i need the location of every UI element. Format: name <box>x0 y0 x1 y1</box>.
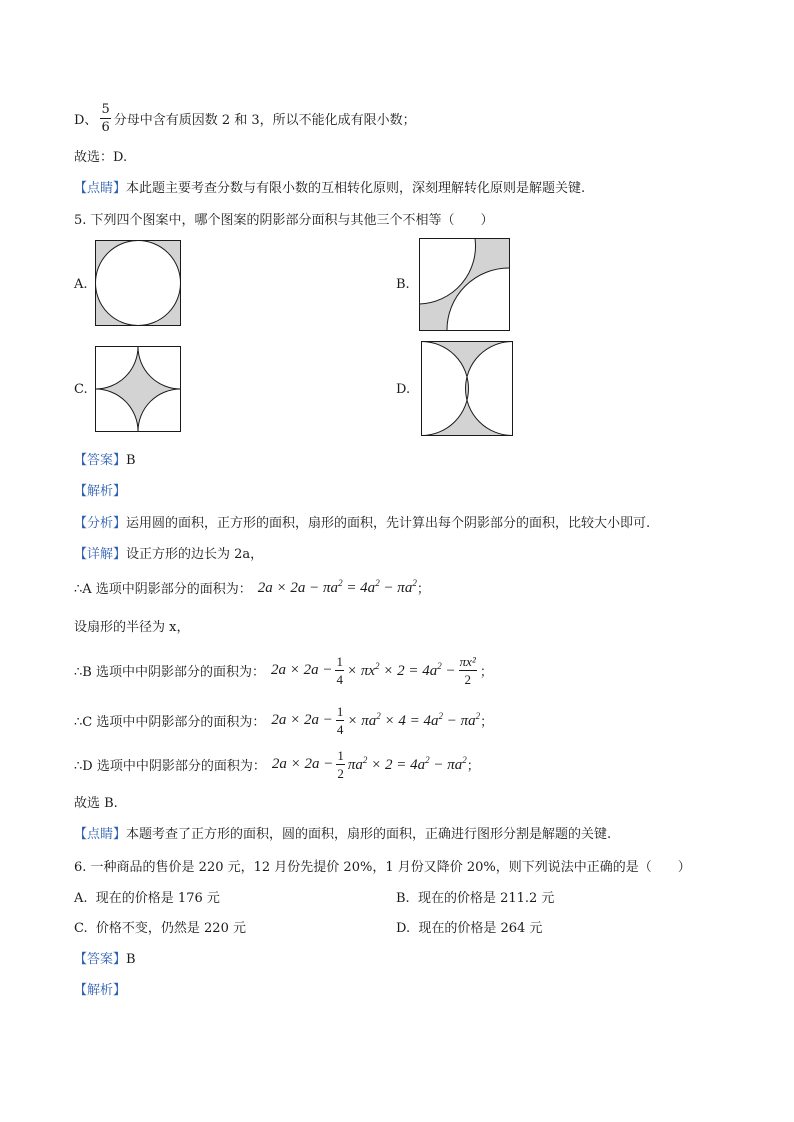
q5-formula-d-frac: $\frac{1}{2}$ <box>337 747 344 781</box>
q5-option-d-label: D. <box>396 382 411 397</box>
q6-answer-value: B <box>126 952 136 967</box>
q5-formula-c-part2: × $\pi a^2 \times 4 = 4a^2 - \pi a^2$ <box>347 710 481 729</box>
q4-fraction-numerator: 5 <box>101 101 110 117</box>
q5-figure-c <box>95 346 181 432</box>
q5-fenxi-tag: 【分析】 <box>74 516 127 531</box>
q6-option-c <box>74 917 246 936</box>
fig-a-circle <box>96 241 181 326</box>
q4-option-d-text: 分母中含有质因数 2 和 3，所以不能化成有限小数； <box>113 112 416 128</box>
q5-formula-d-part1: 2a × 2a − <box>271 755 334 772</box>
q5-detail-text: 设正方形的边长为 2a， <box>126 547 264 562</box>
q6-option-b <box>396 887 554 906</box>
q5-figure-d <box>421 341 513 436</box>
q5-choice: 故选 B. <box>74 796 118 811</box>
q5-line-c: ∴C 选项中中阴影部分的面积为： 2a × 2a − $\frac{1}{4}$ × $\pi a^2 \times 4 = 4a^2 - \pi a^2$ ； <box>74 703 494 737</box>
q6-option-c-text: 价格不变，仍然是 220 元 <box>95 921 246 936</box>
q5-formula-d-part2: $\pi a^2 \times 2 = 4a^2 - \pi a^2$ <box>347 754 467 773</box>
q5-formula-b-frac: $\frac{1}{4}$ <box>336 653 343 687</box>
q5-analysis-tag: 【解析】 <box>74 484 127 499</box>
q6-answer-tag: 【答案】 <box>74 952 127 967</box>
q4-fraction-denominator: 6 <box>101 119 110 135</box>
q5-answer <box>74 449 136 468</box>
q5-line-c-prefix: ∴C 选项中中阴影部分的面积为： <box>74 714 266 730</box>
q4-option-d <box>74 96 416 140</box>
q6-option-b-text: 现在的价格是 211.2 元 <box>417 891 555 906</box>
q5-figure-a <box>95 240 181 326</box>
q5-line-d-prefix: ∴D 选项中中阴影部分的面积为： <box>74 758 266 774</box>
q5-line-a: ∴A 选项中阴影部分的面积为： $2a \times 2a - \pi a^2 = 4a^2 - \pi a^2$ ； <box>74 578 430 597</box>
q5-answer-value: B <box>126 453 136 468</box>
q6-option-c-label: C. <box>74 921 88 936</box>
q6-answer <box>74 948 136 967</box>
q6-option-d-label: D. <box>396 921 411 936</box>
q5-fenxi-text: 运用圆的面积，正方形的面积，扇形的面积，先计算出每个阴影部分的面积，比较大小即可. <box>126 516 651 531</box>
q5-question: 5. 下列四个图案中，哪个图案的阴影部分面积与其他三个不相等（ ） <box>74 213 494 228</box>
q5-tip-text: 本题考查了正方形的面积，圆的面积，扇形的面积，正确进行图形分割是解题的关键. <box>126 827 612 842</box>
q5-formula-c-frac: $\frac{1}{4}$ <box>336 703 344 737</box>
q6-option-a-label: A. <box>74 891 88 906</box>
q6-option-a-text: 现在的价格是 176 元 <box>95 891 220 906</box>
q5-radius-line: 设扇形的半径为 x， <box>74 620 190 635</box>
q4-fraction <box>100 103 110 134</box>
q4-tip <box>74 177 585 196</box>
q5-formula-c-part1: 2a × 2a − <box>271 711 333 728</box>
q6-option-a <box>74 887 220 906</box>
q5-tip-tag: 【点睛】 <box>74 827 127 842</box>
q4-tip-tag: 【点睛】 <box>74 181 127 196</box>
q5-option-b-label: B. <box>396 277 410 292</box>
q5-formula-b-part2: × $\pi x^2 \times 2 = 4a^2$ − <box>346 660 456 679</box>
q4-tip-text: 本此题主要考查分数与有限小数的互相转化原则，深刻理解转化原则是解题关键. <box>126 181 586 196</box>
q6-option-d-text: 现在的价格是 264 元 <box>418 921 543 936</box>
q6-question: 6. 一种商品的售价是 220 元，12 月份先提价 20%，1 月份又降价 20%，则下列说法中正确的是（ ） <box>74 860 691 875</box>
q6-option-b-label: B. <box>396 891 410 906</box>
q5-formula-b-frac2: $\frac{\text{πx²}}{2}$ <box>459 653 476 687</box>
q5-fenxi <box>74 512 650 531</box>
q5-line-d: ∴D 选项中中阴影部分的面积为： 2a × 2a − $\frac{1}{2}$ $\pi a^2 \times 2 = 4a^2 - \pi a^2$ ； <box>74 747 480 781</box>
q5-answer-tag: 【答案】 <box>74 453 127 468</box>
q5-detail <box>74 543 263 562</box>
q5-line-a-prefix: ∴A 选项中阴影部分的面积为： <box>74 582 252 597</box>
q5-option-a-label: A. <box>74 277 88 292</box>
q5-formula-b-part1: 2a × 2a − <box>270 661 333 678</box>
q4-option-d-label: D、 <box>74 112 98 128</box>
q4-choice: 故选：D. <box>74 150 128 165</box>
q5-detail-tag: 【详解】 <box>74 547 127 562</box>
q6-option-d <box>396 917 542 936</box>
q5-tip <box>74 823 611 842</box>
q6-analysis-tag: 【解析】 <box>74 983 127 998</box>
q5-option-c-label: C. <box>74 382 88 397</box>
q5-line-b-prefix: ∴B 选项中中阴影部分的面积为： <box>74 664 265 680</box>
q5-line-b: ∴B 选项中中阴影部分的面积为： 2a × 2a − $\frac{1}{4}$ × $\pi x^2 \times 2 = 4a^2$ − $\frac{\text{πx²}}{2}$ ； <box>74 653 493 687</box>
q5-figure-b <box>419 238 510 331</box>
q5-formula-a: $2a \times 2a - \pi a^2 = 4a^2 - \pi a^2$ <box>257 578 417 596</box>
